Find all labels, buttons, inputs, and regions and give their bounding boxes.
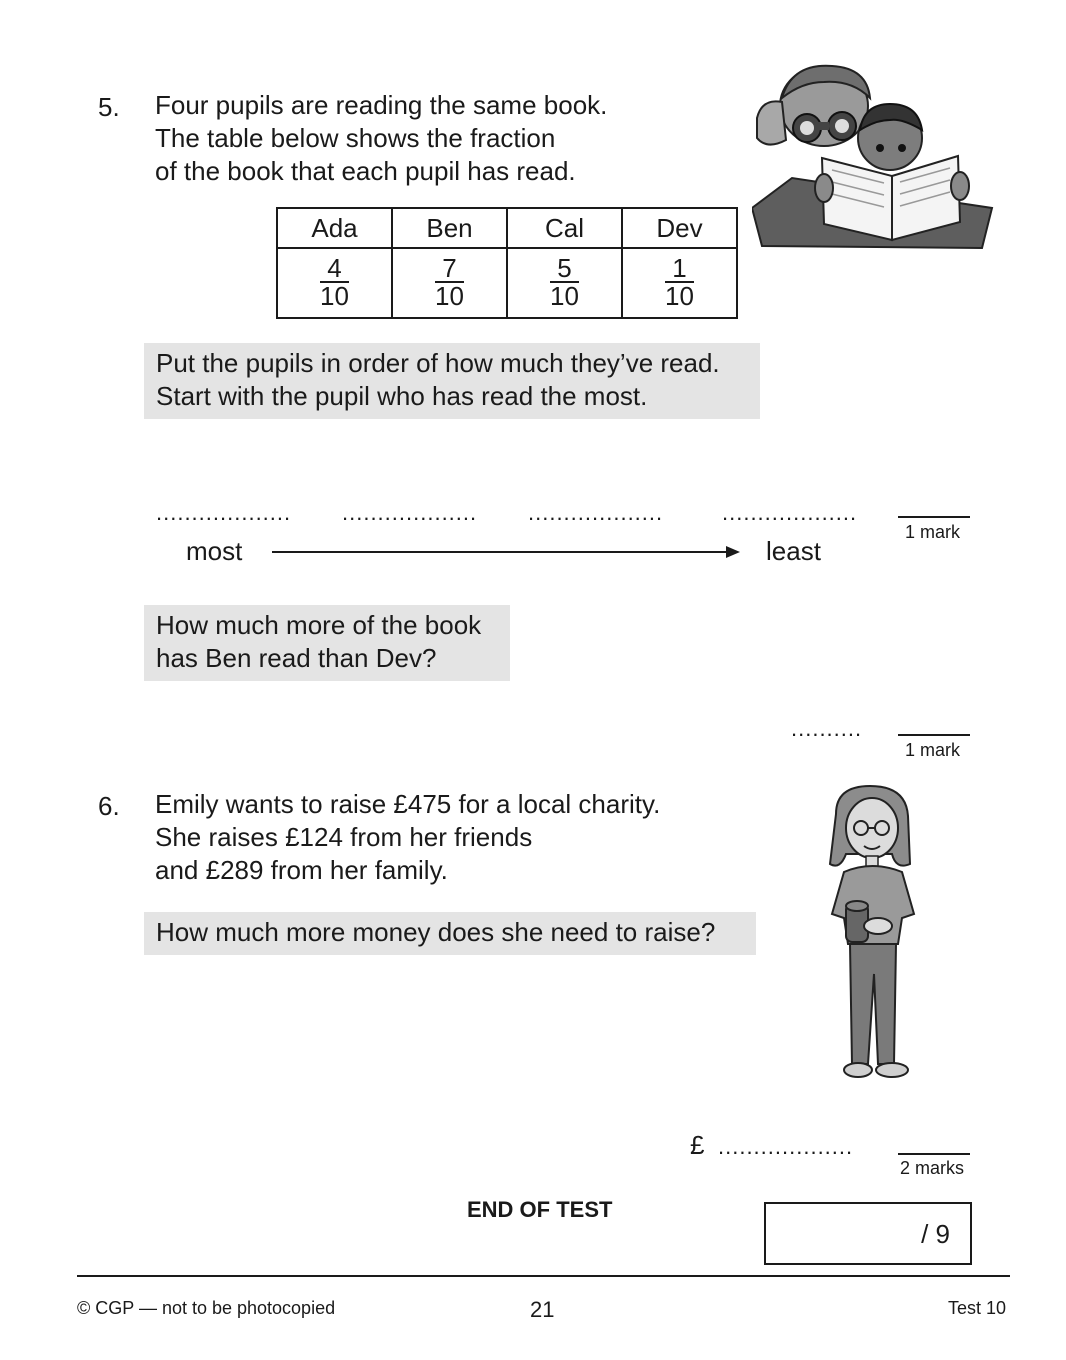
mark-label: 2 marks — [900, 1158, 965, 1178]
numerator: 7 — [435, 255, 464, 283]
numerator: 1 — [665, 255, 694, 283]
denominator: 10 — [320, 280, 349, 311]
denominator: 10 — [435, 280, 464, 311]
footer-test-label: Test 10 — [948, 1298, 1007, 1318]
footer-rule — [77, 1275, 1010, 1277]
question-5-number: 5. — [98, 92, 120, 122]
table-value-cell — [277, 248, 392, 318]
order-answer-blank-4[interactable]: ................... — [722, 500, 858, 525]
pound-sign: £ — [690, 1130, 705, 1160]
numerator: 4 — [320, 255, 349, 283]
table-value-cell — [622, 248, 737, 318]
instruction-order-box — [144, 343, 760, 419]
instruction-line: has Ben read than Dev? — [156, 643, 437, 673]
table-header-cell: Cal — [507, 208, 622, 248]
table-value-cell — [392, 248, 507, 318]
order-arrow-line — [272, 551, 728, 553]
denominator: 10 — [665, 280, 694, 311]
table-value-cell — [507, 248, 622, 318]
question-6-line: and £289 from her family. — [155, 855, 448, 885]
fraction-table — [276, 207, 738, 319]
question-5-text — [155, 89, 715, 188]
question-6-number: 6. — [98, 791, 120, 821]
score-box — [764, 1202, 972, 1265]
order-arrow-head — [726, 546, 740, 558]
table-header-cell: Ben — [392, 208, 507, 248]
score-total: / 9 — [921, 1219, 950, 1249]
mark-line — [898, 734, 970, 736]
mark-label: 1 mark — [905, 522, 961, 542]
instruction-money-box: How much more money does she need to raise? — [144, 912, 756, 955]
fraction — [550, 252, 579, 311]
difference-answer-blank[interactable]: .......... — [791, 716, 863, 741]
footer-page-number: 21 — [530, 1297, 555, 1322]
table-header-cell: Dev — [622, 208, 737, 248]
question-5-line: The table below shows the fraction — [155, 123, 556, 153]
mark-line — [898, 1153, 970, 1155]
question-5-line: of the book that each pupil has read. — [155, 156, 576, 186]
table-header-cell: Ada — [277, 208, 392, 248]
least-label: least — [766, 536, 821, 566]
money-answer-blank[interactable]: ................... — [718, 1134, 854, 1159]
mark-line — [898, 516, 970, 518]
end-of-test-label: END OF TEST — [467, 1197, 613, 1222]
order-answer-blank-1[interactable]: ................... — [156, 500, 292, 525]
most-label: most — [186, 536, 243, 566]
instruction-line: Put the pupils in order of how much they’ve read. — [156, 348, 720, 378]
question-6-line: Emily wants to raise £475 for a local charity. — [155, 789, 661, 819]
question-5-line: Four pupils are reading the same book. — [155, 90, 608, 120]
question-6-line: She raises £124 from her friends — [155, 822, 533, 852]
order-answer-blank-2[interactable]: ................... — [342, 500, 478, 525]
instruction-line: How much more of the book — [156, 610, 482, 640]
mark-label: 1 mark — [905, 740, 961, 760]
order-answer-blank-3[interactable]: ................... — [528, 500, 664, 525]
fraction — [435, 252, 464, 311]
question-6-text — [155, 788, 755, 887]
girl-with-tin-illustration — [826, 784, 918, 1084]
boys-reading-illustration — [752, 58, 997, 258]
instruction-line: Start with the pupil who has read the most. — [156, 381, 648, 411]
footer-copyright: © CGP — not to be photocopied — [77, 1298, 336, 1318]
numerator: 5 — [550, 255, 579, 283]
fraction — [320, 252, 349, 311]
fraction — [665, 252, 694, 311]
instruction-difference-box — [144, 605, 510, 681]
denominator: 10 — [550, 280, 579, 311]
